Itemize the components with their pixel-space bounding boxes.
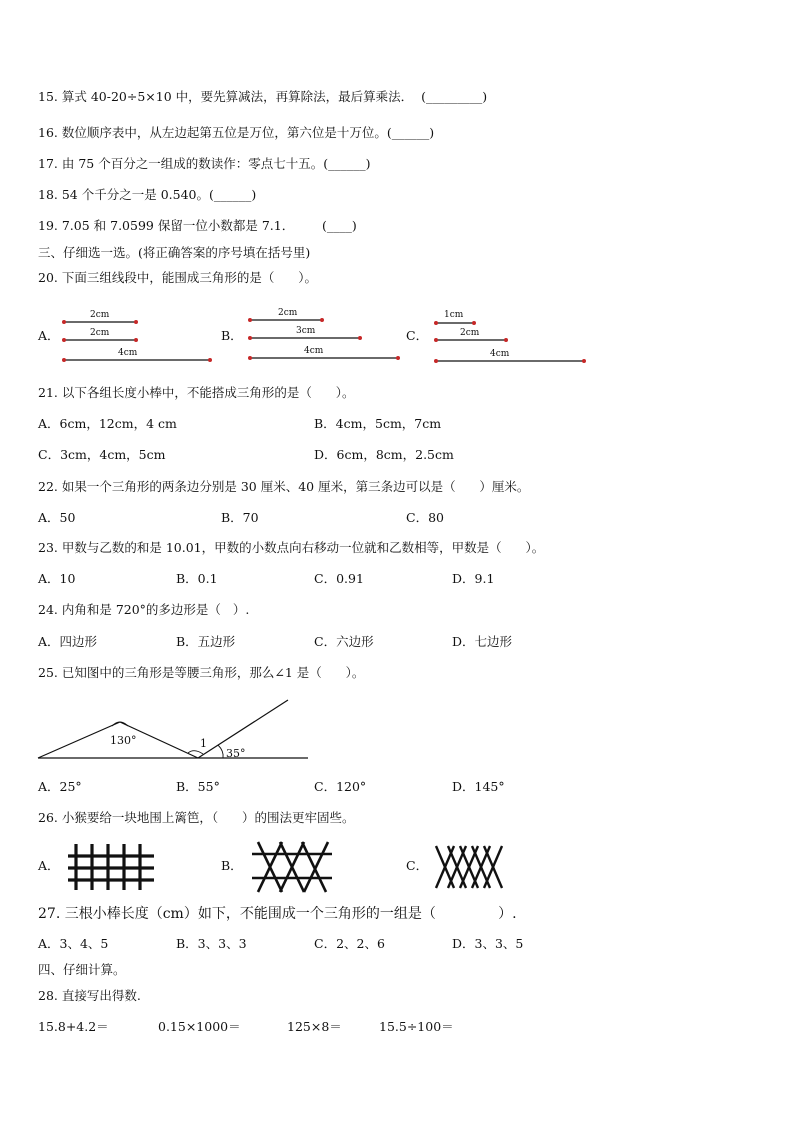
q27-option-a: A．3、4、5 xyxy=(38,936,109,951)
q20-c-seg1-label: 1cm xyxy=(444,310,464,320)
question-19: 19. 7.05 和 7.0599 保留一位小数都是 7.1． (____) xyxy=(38,218,357,233)
question-26-stem: 26. 小猴要给一块地围上篱笆，（ ）的围法更牢固些。 xyxy=(38,810,355,825)
q25-angle-1-label: 1 xyxy=(200,737,207,750)
question-28-stem: 28. 直接写出得数. xyxy=(38,988,141,1003)
q25-angle-35-label: 35° xyxy=(226,747,246,760)
q26-zigzag-fence-figure xyxy=(436,846,504,888)
question-18: 18. 54 个千分之一是 0.540。(______) xyxy=(38,187,257,202)
q20-b-seg1-label: 2cm xyxy=(278,308,298,318)
question-22-stem: 22. 如果一个三角形的两条边分别是 30 厘米、40 厘米，第三条边可以是（ ）厘米。 xyxy=(38,479,530,494)
q27-option-b: B．3、3、3 xyxy=(176,936,247,951)
q20-option-b-segments xyxy=(246,306,406,366)
q21-option-c: C．3cm，4cm，5cm xyxy=(38,447,166,462)
q27-option-c: C．2、2、6 xyxy=(314,936,385,951)
q23-option-c: C．0.91 xyxy=(314,571,364,586)
q25-option-c: C．120° xyxy=(314,779,367,794)
q20-option-b-label: B． xyxy=(221,328,243,343)
q20-b-seg2-label: 3cm xyxy=(296,326,316,336)
question-23-stem: 23. 甲数与乙数的和是 10.01，甲数的小数点向右移动一位就和乙数相等，甲数是（ ）。 xyxy=(38,540,545,555)
q20-option-a-segments xyxy=(60,308,210,368)
q25-angle-130-label: 130° xyxy=(110,734,137,747)
q25-option-a: A．25° xyxy=(38,779,82,794)
q25-option-d: D．145° xyxy=(452,779,505,794)
q20-c-seg3-label: 4cm xyxy=(490,349,510,359)
question-21-stem: 21. 以下各组长度小棒中，不能搭成三角形的是（ ）。 xyxy=(38,385,355,400)
q25-isosceles-triangle-figure xyxy=(38,696,310,762)
q26-grid-fence-figure xyxy=(68,844,156,890)
q20-c-seg2-label: 2cm xyxy=(460,328,480,338)
question-20-stem: 20. 下面三组线段中，能围成三角形的是（ ）。 xyxy=(38,270,317,285)
section-3-heading: 三、仔细选一选。(将正确答案的序号填在括号里) xyxy=(38,245,311,260)
section-4-heading: 四、仔细计算。 xyxy=(38,962,126,977)
q23-option-a: A．10 xyxy=(38,571,76,586)
q28-item-3: 125×8＝ xyxy=(287,1019,342,1034)
q21-option-a: A．6cm，12cm，4 cm xyxy=(38,416,177,431)
q22-option-b: B．70 xyxy=(221,510,259,525)
q20-a-seg2-label: 2cm xyxy=(90,328,110,338)
q20-a-seg1-label: 2cm xyxy=(90,310,110,320)
question-15: 15. 算式 40-20÷5×10 中，要先算减法，再算除法，最后算乘法． (_________) xyxy=(38,89,488,104)
q28-item-2: 0.15×1000＝ xyxy=(158,1019,241,1034)
question-24-stem: 24. 内角和是 720°的多边形是（ ）. xyxy=(38,602,250,617)
q28-item-1: 15.8+4.2＝ xyxy=(38,1019,109,1034)
q20-option-c-segments xyxy=(432,308,592,368)
q24-option-b: B．五边形 xyxy=(176,634,236,649)
q26-cross-fence-figure xyxy=(252,842,332,892)
q24-option-a: A．四边形 xyxy=(38,634,98,649)
q24-option-d: D．七边形 xyxy=(452,634,513,649)
q22-option-c: C．80 xyxy=(406,510,444,525)
question-16: 16. 数位顺序表中，从左边起第五位是万位，第六位是十万位。(______) xyxy=(38,125,435,140)
q23-option-d: D．9.1 xyxy=(452,571,495,586)
q21-option-d: D．6cm，8cm，2.5cm xyxy=(314,447,454,462)
q20-option-a-label: A． xyxy=(38,328,60,343)
q26-option-b: B． xyxy=(221,858,243,873)
q27-option-d: D．3、3、5 xyxy=(452,936,524,951)
q28-item-4: 15.5÷100＝ xyxy=(379,1019,454,1034)
question-25-stem: 25. 已知图中的三角形是等腰三角形，那么∠1 是（ ）。 xyxy=(38,665,365,680)
question-17: 17. 由 75 个百分之一组成的数读作：零点七十五。(______) xyxy=(38,156,371,171)
q25-option-b: B．55° xyxy=(176,779,220,794)
question-27-stem: 27. 三根小棒长度（cm）如下，不能围成一个三角形的一组是（ ）. xyxy=(38,906,517,922)
q21-option-b: B．4cm，5cm，7cm xyxy=(314,416,442,431)
q24-option-c: C．六边形 xyxy=(314,634,374,649)
q26-option-a: A． xyxy=(38,858,60,873)
q20-a-seg3-label: 4cm xyxy=(118,348,138,358)
q20-option-c-label: C． xyxy=(406,328,429,343)
q26-option-c: C． xyxy=(406,858,429,873)
q23-option-b: B．0.1 xyxy=(176,571,218,586)
q20-b-seg3-label: 4cm xyxy=(304,346,324,356)
q22-option-a: A．50 xyxy=(38,510,76,525)
